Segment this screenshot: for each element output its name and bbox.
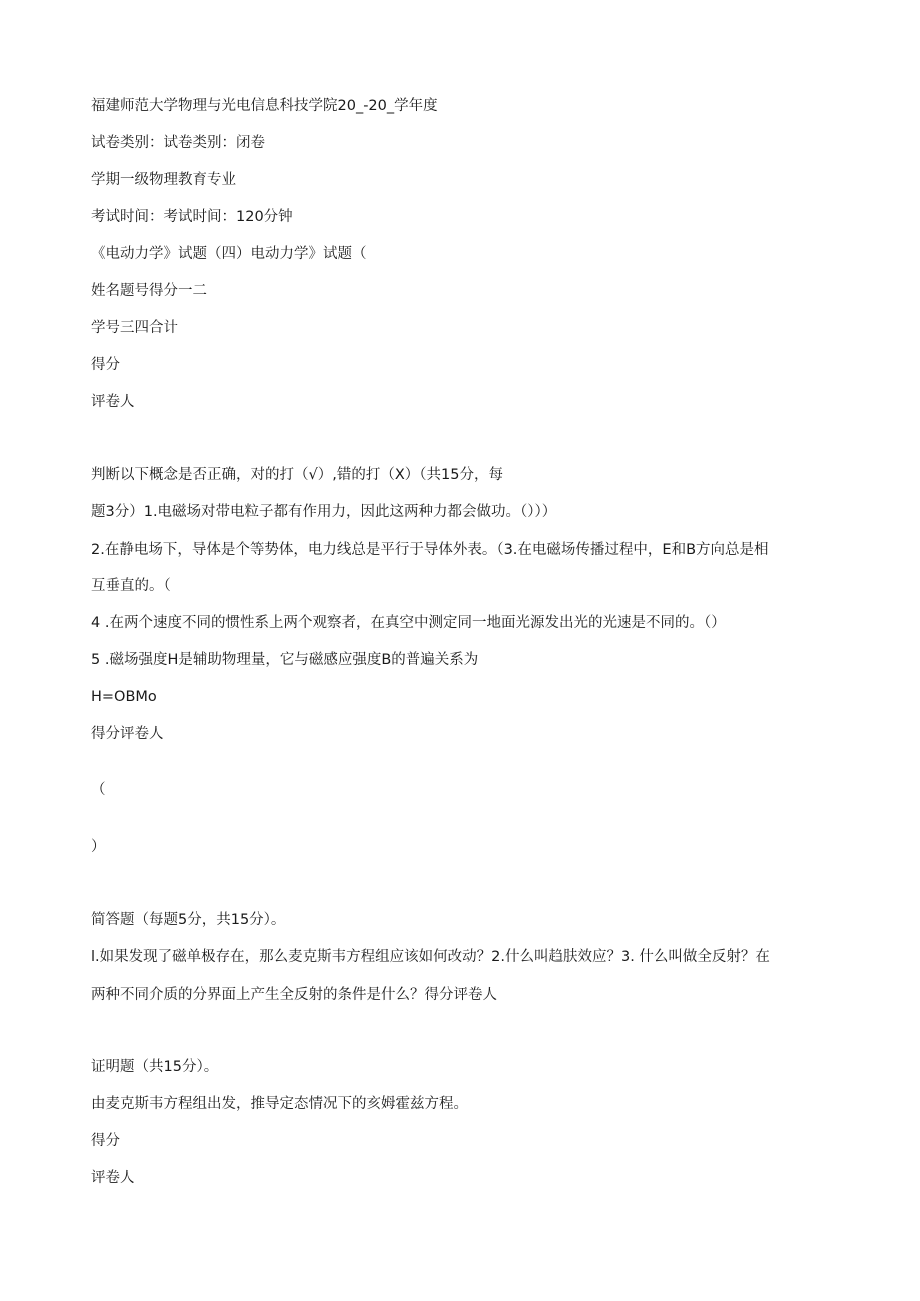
section2-questions-cont: 两种不同介质的分界面上产生全反射的条件是什么？得分评卷人 (91, 987, 497, 1003)
open-paren: （ (91, 782, 106, 798)
score-label: 得分 (91, 357, 120, 373)
term-major: 学期一级物理教育专业 (91, 172, 236, 188)
section2-questions: l.如果发现了磁单极存在，那么麦克斯韦方程组应该如何改动？2.什么叫趋肤效应？3. 什么叫做全反射？在 (91, 949, 770, 965)
exam-type: 试卷类别：试卷类别：闭卷 (91, 135, 265, 151)
score-table-row-2: 学号三四合计 (91, 320, 178, 336)
score-table-row-1: 姓名题号得分一二 (91, 283, 207, 299)
section3-score-label: 得分 (91, 1133, 120, 1149)
grader-label: 评卷人 (91, 394, 135, 410)
formula: H=OBMo (91, 689, 157, 705)
exam-title: 《电动力学》试题（四）电动力学》试题（ (91, 246, 367, 262)
section2-heading: 简答题（每题5分，共15分）。 (91, 912, 286, 928)
close-paren: ） (91, 839, 106, 855)
section1-item5: 5 .磁场强度H是辅助物理量，它与磁感应强度B的普遍关系为 (91, 652, 479, 668)
section3-question: 由麦克斯韦方程组出发，推导定态情况下的亥姆霍兹方程。 (91, 1096, 468, 1112)
section1-item4: 4 .在两个速度不同的惯性系上两个观察者，在真空中测定同一地面光源发出光的光速是不同的。（） (91, 615, 726, 631)
institution-header: 福建师范大学物理与光电信息科技学院20_-20_学年度 (91, 98, 438, 114)
exam-time: 考试时间：考试时间：120分钟 (91, 209, 293, 225)
section1-score-grader: 得分评卷人 (91, 726, 164, 742)
section1-item1: 题3分）1.电磁场对带电粒子都有作用力，因此这两种力都会做功。（））） (91, 504, 557, 520)
section1-item2-3: 2.在静电场下，导体是个等势体，电力线总是平行于导体外表。（3.在电磁场传播过程中，E和B方向总是相 (91, 542, 769, 558)
section3-heading: 证明题（共15分）。 (91, 1059, 219, 1075)
section3-grader-label: 评卷人 (91, 1170, 135, 1186)
section1-instructions: 判断以下概念是否正确，对的打（√）,错的打（X）（共15分，每 (91, 467, 503, 483)
section1-item3-cont: 互垂直的。（ (91, 578, 171, 594)
